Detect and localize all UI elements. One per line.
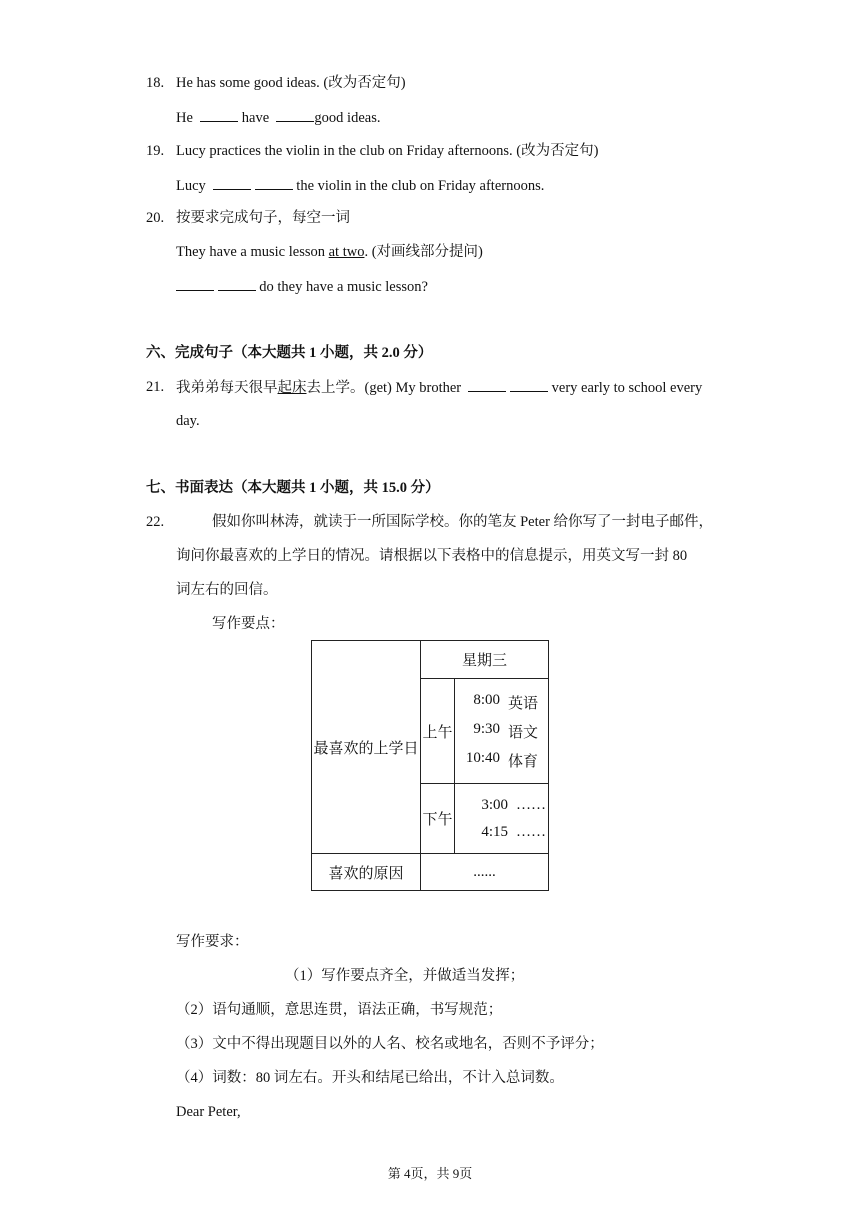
- schedule-subject: 语文: [507, 724, 538, 741]
- answer-text: do they have a music lesson?: [259, 279, 428, 295]
- question-number: 19.: [146, 143, 165, 159]
- prompt-text: 词左右的回信。: [176, 582, 278, 598]
- schedule-item: [455, 721, 548, 742]
- prompt-text: day.: [176, 413, 200, 429]
- answer-blank[interactable]: [255, 175, 293, 190]
- schedule-subject: 体育: [507, 753, 538, 770]
- answer-blank[interactable]: [510, 377, 548, 392]
- schedule-time: 9:30: [473, 720, 500, 737]
- schedule-time: 3:00: [481, 796, 508, 813]
- underlined-text: 起床: [277, 380, 307, 396]
- answer-line: [176, 107, 380, 128]
- question-number: 22.: [146, 514, 165, 530]
- answer-blank[interactable]: [218, 276, 256, 291]
- schedule-subject: ……: [516, 796, 546, 813]
- morning-label: 上午: [421, 679, 455, 784]
- requirement-item: （3）文中不得出现题目以外的人名、校名或地名，否则不予评分；: [176, 1036, 604, 1052]
- schedule-time: 10:40: [465, 749, 500, 766]
- question-number: 18.: [146, 75, 165, 91]
- question-number: 21.: [146, 379, 165, 395]
- reason-label: 喜欢的原因: [312, 854, 421, 891]
- prompt-text: very early to school every: [551, 380, 703, 396]
- sentence-text: They have a music lesson: [176, 244, 329, 260]
- question-prompt: He has some good ideas. (改为否定句): [176, 75, 406, 91]
- prompt-text: 我弟弟每天很早: [176, 380, 278, 396]
- answer-blank[interactable]: [176, 276, 214, 291]
- question-prompt: 按要求完成句子，每空一词: [176, 210, 350, 226]
- section-heading: 七、书面表达（本大题共 1 小题，共 15.0 分）: [146, 480, 440, 496]
- prompt-text: 询问你最喜欢的上学日的情况。请根据以下表格中的信息提示，用英文写一封 80: [176, 548, 688, 564]
- schedule-time: 4:15: [481, 823, 508, 840]
- sentence-text: . (对画线部分提问): [364, 244, 483, 260]
- answer-text: have: [241, 110, 270, 126]
- prompt-text: 去上学。(get) My brother: [306, 380, 462, 396]
- afternoon-items: [455, 784, 549, 854]
- section-heading: 六、完成句子（本大题共 1 小题，共 2.0 分）: [146, 345, 433, 361]
- morning-items: [455, 679, 549, 784]
- points-label: 写作要点：: [212, 616, 285, 632]
- schedule-subject: ……: [516, 823, 546, 840]
- afternoon-label: 下午: [421, 784, 455, 854]
- page-footer: 第 4页，共 9页: [387, 1166, 473, 1181]
- reason-value: ......: [421, 854, 549, 891]
- requirement-item: （4）词数：80 词左右。开头和结尾已给出，不计入总词数。: [176, 1070, 564, 1086]
- day-cell: 星期三: [421, 641, 549, 679]
- salutation: Dear Peter,: [176, 1104, 241, 1120]
- answer-line: [176, 175, 544, 196]
- answer-text: Lucy: [176, 178, 206, 194]
- question-prompt: Lucy practices the violin in the club on Friday afternoons. (改为否定句): [176, 143, 599, 159]
- schedule-item: [455, 750, 548, 771]
- schedule-item: [455, 824, 548, 841]
- schedule-subject: 英语: [507, 695, 538, 712]
- requirements-label: 写作要求：: [176, 934, 249, 950]
- sentence-line: [176, 242, 483, 262]
- answer-text: He: [176, 110, 193, 126]
- underlined-text: at two: [328, 244, 365, 260]
- answer-line: [176, 276, 428, 297]
- schedule-table: [311, 640, 549, 891]
- answer-blank[interactable]: [200, 107, 238, 122]
- answer-text: good ideas.: [314, 110, 381, 126]
- answer-blank[interactable]: [213, 175, 251, 190]
- answer-blank[interactable]: [276, 107, 314, 122]
- requirement-item: （2）语句通顺，意思连贯，语法正确，书写规范；: [176, 1002, 503, 1018]
- prompt-text: 假如你叫林涛，就读于一所国际学校。你的笔友 Peter 给你写了一封电子邮件，: [212, 514, 714, 530]
- answer-text: the violin in the club on Friday afternoons.: [296, 178, 545, 194]
- schedule-time: 8:00: [473, 691, 500, 708]
- schedule-item: [455, 692, 548, 713]
- fav-day-label: 最喜欢的上学日: [312, 641, 421, 854]
- answer-blank[interactable]: [468, 377, 506, 392]
- requirement-item: （1）写作要点齐全，并做适当发挥；: [285, 968, 525, 984]
- schedule-item: [455, 797, 548, 814]
- question-number: 20.: [146, 210, 165, 226]
- question-prompt: [176, 377, 702, 398]
